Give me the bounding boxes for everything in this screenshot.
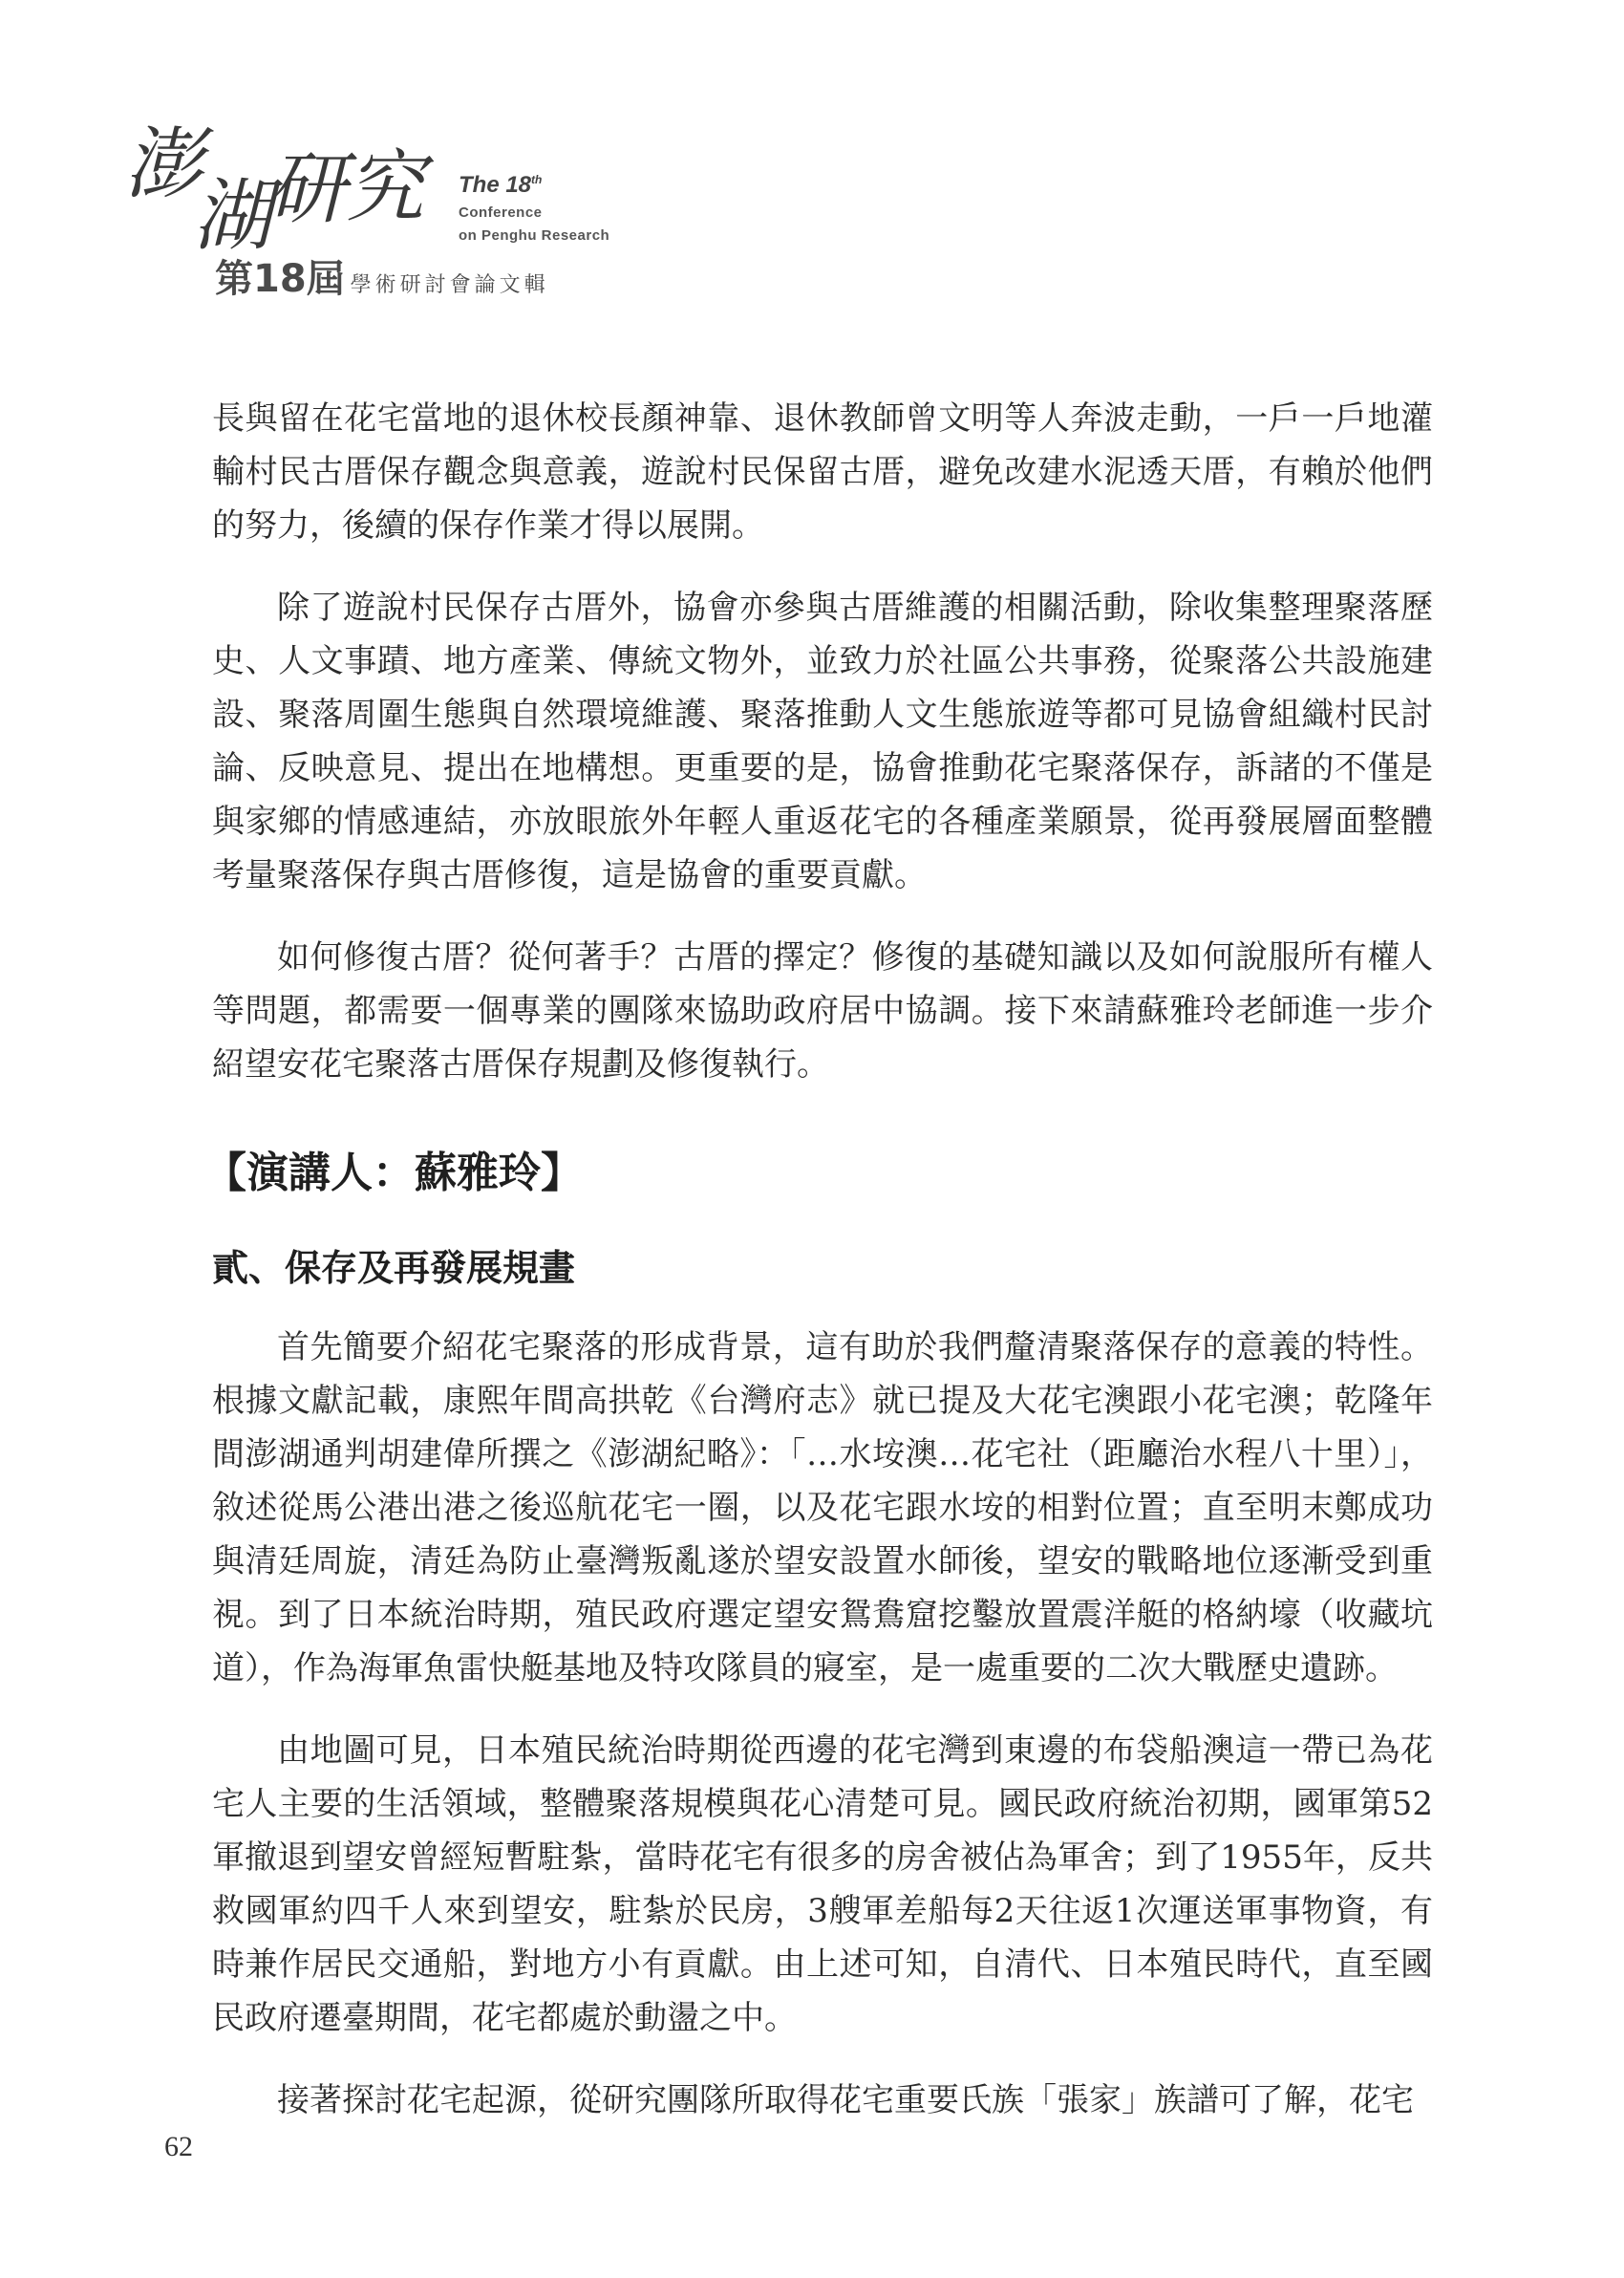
main-content <box>204 392 1433 2156</box>
logo-char-4: 究 <box>346 142 424 233</box>
english-title-text: The 18 <box>459 172 532 198</box>
conference-number: 第18屆 <box>215 257 345 301</box>
english-title-sup: th <box>531 173 543 186</box>
page-number: 62 <box>164 2131 193 2162</box>
conference-subtitle: 學術研討會論文輯 <box>350 273 549 297</box>
section-heading: 貳、保存及再發展規畫 <box>212 1246 576 1289</box>
logo-char-3: 研 <box>267 144 346 235</box>
english-subtitle-line1: Conference <box>459 204 543 221</box>
body-paragraph: 長與留在花宅當地的退休校長顏神靠、退休教師曾文明等人奔波走動，一戶一戶地灌輸村民古厝保存觀念與意義，遊說村民保留古厝，避免改建水泥透天厝，有賴於他們的努力，後續的保存作業才得以展開。 <box>212 399 1433 545</box>
body-paragraph: 首先簡要介紹花宅聚落的形成背景，這有助於我們釐清聚落保存的意義的特性。根據文獻記載，康熙年間高拱乾《台灣府志》就已提及大花宅澳跟小花宅澳；乾隆年間澎湖通判胡建偉所撰之《澎湖紀略》：「…水垵澳…花宅社（距廳治水程八十里）」，敘述從馬公港出港之後巡航花宅一圈，以及花宅跟水垵的相對位置；直至明末鄭成功與清廷周旋，清廷為防止臺灣叛亂遂於望安設置水師後，望安的戰略地位逐漸受到重視。到了日本統治時期，殖民政府選定望安鴛鴦窟挖鑿放置震洋艇的格納壕（收藏坑道），作為海軍魚雷快艇基地及特攻隊員的寢室，是一處重要的二次大戰歷史遺跡。 <box>212 1328 1433 1687</box>
logo-char-1: 澎 <box>124 119 203 210</box>
english-title <box>459 172 542 199</box>
body-paragraph: 如何修復古厝？從何著手？古厝的擇定？修復的基礎知識以及如何說服所有權人等問題，都需要一個專業的團隊來協助政府居中協調。接下來請蘇雅玲老師進一步介紹望安花宅聚落古厝保存規劃及修復執行。 <box>212 938 1433 1084</box>
body-paragraph: 除了遊說村民保存古厝外，協會亦參與古厝維護的相關活動，除收集整理聚落歷史、人文事蹟、地方產業、傳統文物外，並致力於社區公共事務，從聚落公共設施建設、聚落周圍生態與自然環境維護、聚落推動人文生態旅遊等都可見協會組織村民討論、反映意見、提出在地構想。更重要的是，協會推動花宅聚落保存，訴諸的不僅是與家鄉的情感連結，亦放眼旅外年輕人重返花宅的各種產業願景，從再發展層面整體考量聚落保存與古厝修復，這是協會的重要貢獻。 <box>212 589 1433 894</box>
body-paragraph: 接著探討花宅起源，從研究團隊所取得花宅重要氏族「張家」族譜可了解，花宅 <box>277 2081 1414 2119</box>
body-paragraph: 由地圖可見，日本殖民統治時期從西邊的花宅灣到東邊的布袋船澳這一帶已為花宅人主要的生活領域，整體聚落規模與花心清楚可見。國民政府統治初期，國軍第52軍撤退到望安曾經短暫駐紮，當時花宅有很多的房舍被佔為軍舍；到了1955年，反共救國軍約四千人來到望安，駐紮於民房，3艘軍差船每2天往返1次運送軍事物資，有時兼作居民交通船，對地方小有貢獻。由上述可知，自清代、日本殖民時代，直至國民政府遷臺期間，花宅都處於動盪之中。 <box>212 1731 1433 2037</box>
logo-char-2: 湖 <box>193 171 271 262</box>
speaker-heading: 【演講人：蘇雅玲】 <box>204 1149 583 1197</box>
publication-header <box>124 113 659 304</box>
conference-line <box>215 248 549 303</box>
english-subtitle-line2: on Penghu Research <box>459 227 610 244</box>
